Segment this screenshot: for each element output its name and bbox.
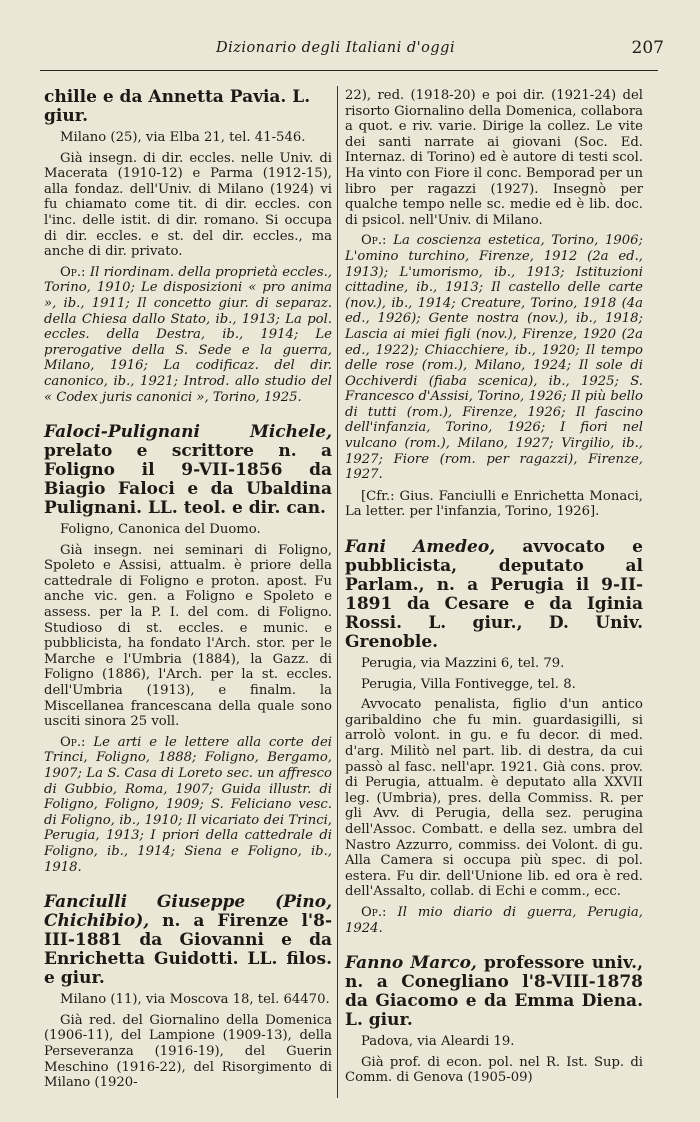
works-label: Op.: [60, 264, 86, 280]
entry-faloci-pulignani [44, 423, 332, 875]
entry-works [44, 735, 332, 875]
works-label: Op.: [60, 734, 86, 750]
page-header [44, 38, 664, 62]
entry-works [44, 265, 332, 405]
entry-name: Fanno Marco, [345, 953, 477, 974]
entry-address: Perugia, via Mazzini 6, tel. 79. [361, 656, 565, 672]
entry-heading-continued: chille e da Annetta Pavia. L. giur. [44, 87, 311, 126]
entry-heading [44, 893, 332, 988]
right-column [345, 88, 643, 1092]
entry-address-secondary: Perugia, Villa Fontivegge, tel. 8. [361, 676, 576, 692]
column-divider [337, 86, 338, 1098]
works-text: Il riordinam. della proprietà eccles., Torino, 1910; Le disposizioni « pro anima », ib., 1911; Il concetto giur. di separaz. della Chiesa dallo Stato, ib., 1913; La pol. eccles. della Destra, ib., 1914; Le prerogative della S. Sede e la guerra, Milano, 1916; La codificaz. del dir. canonico, ib., 1921; Introd. allo studio del « Codex juris canonici », Torino, 1925. [44, 264, 332, 405]
entry-works [345, 905, 643, 936]
entry-fani [345, 538, 643, 936]
works-text: La coscienza estetica, Torino, 1906; L'omino turchino, Firenze, 1912 (2a ed., 1913); L'umorismo, ib., 1913; Istituzioni cittadine, ib., 1913; Il castello delle carte (nov.), ib., 1914; Creature, Torino, 1918 (4a ed., 1926); Gente nostra (nov.), ib., 1918; Lascia ai miei figli (nov.), Firenze, 1920 (2a ed., 1922); Chiacchiere, ib., 1920; Il tempo delle rose (rom.), Milano, 1924; Il sole di Occhiverdi (fiaba scenica), ib., 1925; S. Francesco d'Assisi, Torino, 1926; Il più bello di tutti (rom.), Firenze, 1926; Il fascino dell'infanzia, Torino, 1926; I fiori nel vulcano (rom.), Milano, 1927; Virgilio, ib., 1927; Fiore (rom. per ragazzi), Firenze, 1927. [345, 233, 643, 483]
entry-name: Fanciulli Giuseppe [44, 892, 246, 913]
works-text: Le arti e le lettere alla corte dei Trinci, Foligno, 1888; Foligno, Bergamo, 1907; La S. Casa di Loreto sec. un affresco di Gubbio, Roma, 1907; Guida illustr. di Foligno, Foligno, 1909; S. Feliciano vesc. di Foligno, ib., 1910; Il vicariato dei Trinci, Perugia, 1913; I priori della cattedrale di Foligno, ib., 1914; Siena e Foligno, ib., 1918. [44, 734, 332, 875]
entry-biography: Già red. del Giornalino della Domenica (1906-11), del Lampione (1909-13), della Perseveranza (1916-19), del Guerin Meschino (1916-22), del Risorgimento di Milano (1920- [44, 1012, 332, 1091]
entry-intro: avvocato e pubblicista, deputato al Parlam., n. a Perugia il 9-II-1891 da Cesare e da Iginia Rossi. L. giur., D. Univ. Grenoble. [345, 537, 644, 653]
entry-intro: prelato e scrittore n. a Foligno il 9-VII-1856 da Biagio Faloci e da Ubaldina Pulignani. LL. teol. e dir. can. [44, 441, 332, 519]
entry-fanciulli [44, 893, 332, 1091]
entry-address: Padova, via Aleardi 19. [361, 1034, 515, 1050]
page-number: 207 [631, 38, 664, 58]
entry-heading [345, 954, 643, 1030]
entry-heading [345, 538, 643, 652]
entry-intro: n. a Firenze l'8-III-1881 da Giovanni e da Enrichetta Guidotti. LL. filos. e giur. [44, 911, 332, 989]
entry-address: Milano (25), via Elba 21, tel. 41-546. [60, 130, 306, 145]
entry-intro: professore univ., n. a Conegliano l'8-VIII-1878 da Giacomo e da Emma Diena. L. giur. [345, 953, 644, 1031]
entry-address: Foligno, Canonica del Duomo. [60, 522, 261, 538]
left-column [44, 88, 332, 1097]
entry-heading [44, 423, 332, 518]
entry-fanno [345, 954, 643, 1086]
works-label: Op.: [361, 904, 387, 920]
header-rule [40, 70, 658, 71]
entry-alias: (Pino, Chichibio), [44, 892, 332, 932]
entry-reference: [Cfr.: Gius. Fanciulli e Enrichetta Monaci, La letter. per l'infanzia, Torino, 1926]. [345, 488, 643, 520]
entry-fanciulli-continued [345, 88, 643, 520]
entry-pavia-continued [44, 88, 332, 405]
entry-biography: Già insegn. di dir. eccles. nelle Univ. di Macerata (1910-12) e Parma (1912-15), alla fondaz. dell'Univ. di Milano (1924) vi fu chiamato come tit. di dir. eccles. con l'inc. delle istit. di dir. romano. Si occupa di dir. eccles. e st. del dir. eccles., ma anche di dir. privato. [44, 150, 332, 260]
works-label: Op.: [361, 233, 387, 249]
entry-biography: Già prof. di econ. pol. nel R. Ist. Sup. di Comm. di Genova (1905-09) [345, 1054, 643, 1086]
works-text: Il mio diario di guerra, Perugia, 1924. [345, 904, 643, 936]
entry-address: Milano (11), via Moscova 18, tel. 64470. [60, 992, 330, 1008]
entry-biography: Avvocato penalista, figlio d'un antico garibaldino che fu min. guardasigilli, si arrolò volont. in gu. e fu decor. di med. d'arg. Militò nel part. lib. di destra, da cui passò al fasc. nell'apr. 1921. Già cons. prov. di Perugia, attualm. è deputato alla XXVII leg. (Umbria), pres. della Commiss. R. per gli Avv. di Perugia, della sez. perugina dell'Assoc. Combatt. e della sez. umbra del Nastro Azzurro, commiss. dei Volont. di gu. Alla Camera si occupa più spec. di pol. estera. Fu dir. dell'Unione lib. ed ora è red. dell'Assalto, collab. di Echi e comm., ecc. [345, 697, 643, 900]
entry-name: Faloci-Pulignani Michele, [44, 422, 332, 443]
running-title: Dizionario degli Italiani d'oggi [216, 40, 456, 56]
entry-works [345, 233, 643, 483]
entry-biography: Già insegn. nei seminari di Foligno, Spoleto e Assisi, attualm. è priore della cattedrale di Foligno e proton. apost. Fu anche vic. gen. a Foligno e Spoleto e assess. per la P. I. del com. di Foligno. Studioso di st. eccles. e munic. e pubblicista, ha fondato l'Arch. stor. per le Marche e l'Umbria (1884), la Gazz. di Foligno (1886), l'Arch. per la st. eccles. dell'Umbria (1913), e finalm. la Miscellanea francescana della quale sono usciti sinora 25 voll. [44, 542, 332, 730]
entry-name: Fani Amedeo, [345, 537, 496, 558]
entry-biography-continued: 22), red. (1918-20) e poi dir. (1921-24) del risorto Giornalino della Domenica, collabora a quot. e riv. varie. Dirige la collez. Le vite dei santi narrate ai giovani (Soc. Ed. Internaz. di Torino) ed è autore di testi scol. Ha vinto con Fiore il conc. Bemporad per un libro per ragazzi (1927). Insegnò per qualche tempo nelle sc. medie ed è lib. doc. di psicol. nell'Univ. di Milano. [345, 88, 643, 228]
